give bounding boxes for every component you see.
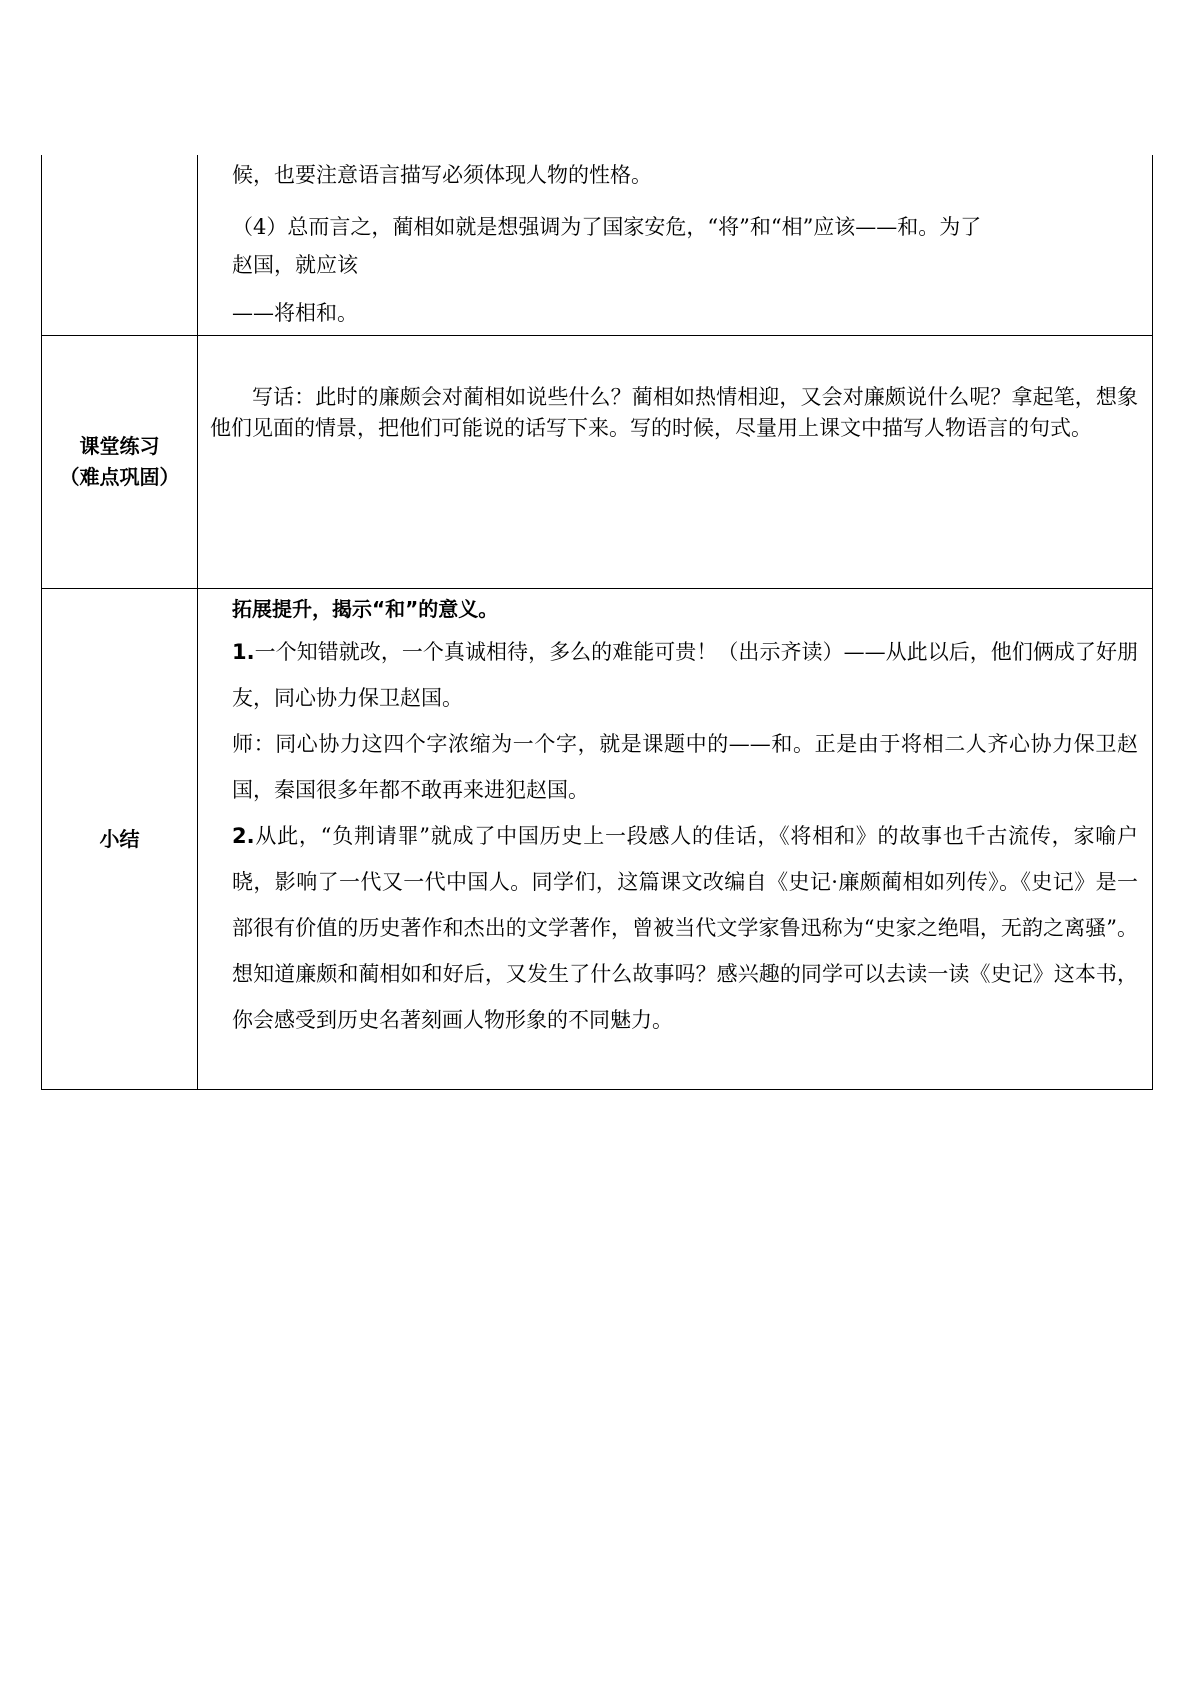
label-line: 小结 <box>99 826 140 851</box>
item-number: 1. <box>232 640 255 664</box>
row-content-practice <box>198 336 1153 589</box>
paragraph: 写话：此时的廉颇会对蔺相如说些什么？蔺相如热情相迎，又会对廉颇说什么呢？拿起笔，想象他们见面的情景，把他们可能说的话写下来。写的时候，尽量用上课文中描写人物语言的句式。 <box>210 385 1138 440</box>
paragraph: 赵国，就应该 <box>232 253 358 277</box>
section-heading: 拓展提升，揭示“和”的意义。 <box>232 597 499 621</box>
paragraph: （4）总而言之，蔺相如就是想强调为了国家安危，“将”和“相”应该——和。为了 <box>232 215 982 239</box>
item-text: 师：同心协力这四个字浓缩为一个字，就是课题中的——和。正是由于将相二人齐心协力保卫赵国，秦国很多年都不敢再来进犯赵国。 <box>232 732 1138 802</box>
item-text: 从此，“负荆请罪”就成了中国历史上一段感人的佳话，《将相和》的故事也千古流传，家喻户晓，影响了一代又一代中国人。同学们，这篇课文改编自《史记·廉颇蔺相如列传》。《史记》是一部很有价值的历史著作和杰出的文学著作，曾被当代文学家鲁迅称为“史家之绝唱，无韵之离骚”。想知道廉颇和蔺相如和好后，又发生了什么故事吗？感兴趣的同学可以去读一读《史记》这本书，你会感受到历史名著刻画人物形象的不同魅力。 <box>232 824 1138 1032</box>
row-content-continuation <box>198 155 1153 336</box>
label-line: （难点巩固） <box>59 465 180 489</box>
paragraph: 候，也要注意语言描写必须体现人物的性格。 <box>232 163 652 187</box>
item-text: 一个知错就改，一个真诚相待，多么的难能可贵！（出示齐读）——从此以后，他们俩成了好朋友，同心协力保卫赵国。 <box>232 640 1138 710</box>
row-label-empty <box>42 155 198 336</box>
label-line: 课堂练习 <box>79 434 160 458</box>
table-row-continuation <box>42 155 1153 336</box>
row-content-summary <box>198 589 1153 1090</box>
table-row-summary <box>42 589 1153 1090</box>
item-number: 2. <box>232 824 255 848</box>
row-label-summary <box>42 589 198 1090</box>
list-item <box>232 629 1138 721</box>
paragraph: ——将相和。 <box>232 301 358 325</box>
lesson-plan-table <box>41 155 1153 1090</box>
table-row-practice <box>42 336 1153 589</box>
list-item <box>232 813 1138 1043</box>
row-label-practice <box>42 336 198 589</box>
list-item <box>232 721 1138 813</box>
